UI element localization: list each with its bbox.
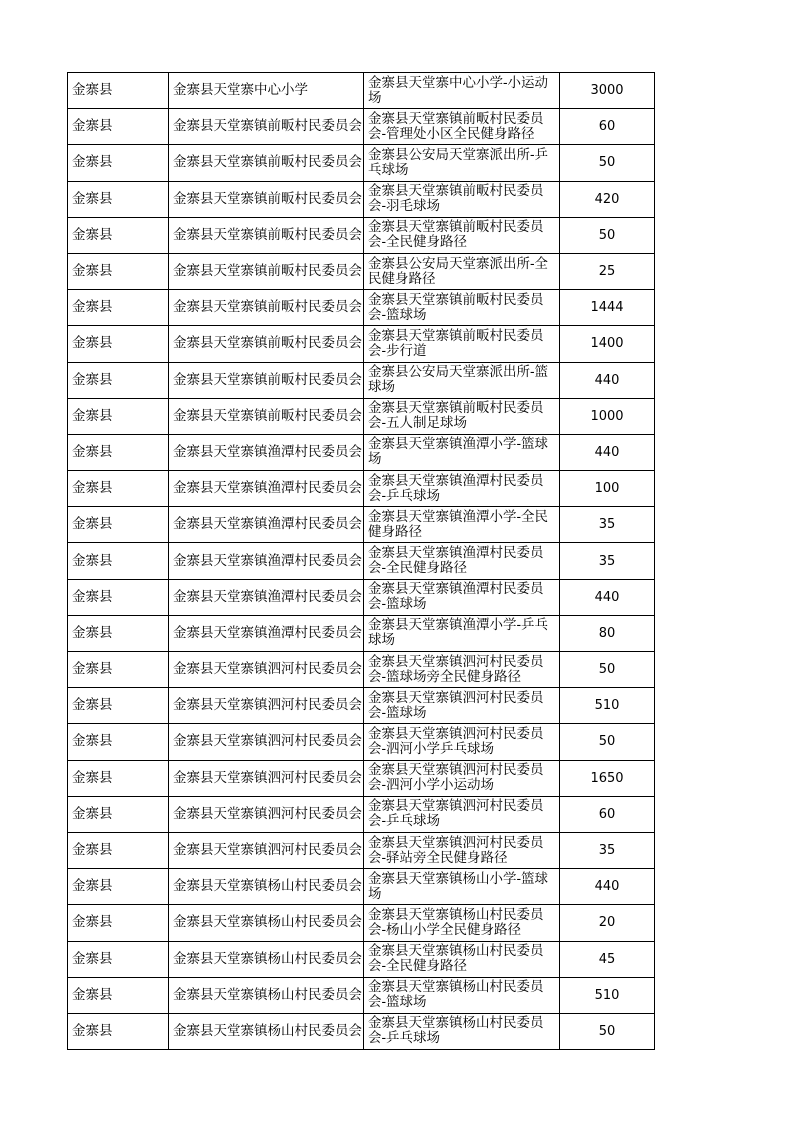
- facility-cell: [364, 471, 560, 507]
- table-row: [68, 1013, 655, 1049]
- table-row: [68, 724, 655, 760]
- county-cell: [68, 941, 169, 977]
- facility-table: [67, 72, 655, 1050]
- unit-cell-text: 金寨县天堂寨镇渔潭村民委员会: [173, 588, 362, 605]
- table-row: [68, 869, 655, 905]
- county-cell-text: 金寨县: [72, 154, 113, 171]
- facility-cell: [364, 109, 560, 145]
- area-cell: [560, 217, 655, 253]
- county-cell-text: 金寨县: [72, 986, 113, 1003]
- unit-cell-text: 金寨县天堂寨镇杨山村民委员会: [173, 1022, 362, 1039]
- county-cell: [68, 905, 169, 941]
- unit-cell-text: 金寨县天堂寨镇渔潭村民委员会: [173, 480, 362, 497]
- county-cell: [68, 507, 169, 543]
- unit-cell: [169, 217, 364, 253]
- area-cell-text: 420: [594, 191, 620, 207]
- area-cell-text: 35: [598, 553, 616, 569]
- area-cell-text: 1444: [590, 300, 624, 316]
- facility-cell: [364, 1013, 560, 1049]
- facility-cell-text: 金寨县天堂寨镇渔潭村民委员会-全民健身路径: [368, 545, 544, 577]
- county-cell-text: 金寨县: [72, 588, 113, 605]
- facility-cell: [364, 688, 560, 724]
- table-row: [68, 579, 655, 615]
- area-cell: [560, 832, 655, 868]
- unit-cell: [169, 253, 364, 289]
- county-cell-text: 金寨县: [72, 407, 113, 424]
- area-cell-text: 25: [598, 264, 616, 280]
- county-cell-text: 金寨县: [72, 878, 113, 895]
- facility-cell-text: 金寨县天堂寨镇前畈村民委员会-五人制足球场: [368, 400, 544, 432]
- table-row: [68, 507, 655, 543]
- area-cell-text: 1400: [590, 336, 624, 352]
- unit-cell: [169, 398, 364, 434]
- county-cell-text: 金寨县: [72, 190, 113, 207]
- unit-cell-text: 金寨县天堂寨镇泗河村民委员会: [173, 805, 362, 822]
- unit-cell-text: 金寨县天堂寨镇渔潭村民委员会: [173, 552, 362, 569]
- county-cell-text: 金寨县: [72, 769, 113, 786]
- table-row: [68, 145, 655, 181]
- area-cell: [560, 941, 655, 977]
- table-row: [68, 434, 655, 470]
- facility-cell-text: 金寨县公安局天堂寨派出所-乒乓球场: [368, 146, 549, 178]
- unit-cell: [169, 1013, 364, 1049]
- county-cell: [68, 652, 169, 688]
- area-cell-text: 1000: [590, 408, 624, 424]
- area-cell: [560, 362, 655, 398]
- county-cell-text: 金寨县: [72, 914, 113, 931]
- facility-cell-text: 金寨县天堂寨镇泗河村民委员会-驿站旁全民健身路径: [368, 834, 544, 866]
- facility-cell-text: 金寨县天堂寨镇杨山村民委员会-全民健身路径: [368, 943, 544, 975]
- unit-cell: [169, 290, 364, 326]
- facility-cell: [364, 543, 560, 579]
- area-cell-text: 440: [594, 372, 620, 388]
- table-row: [68, 941, 655, 977]
- area-cell: [560, 326, 655, 362]
- unit-cell-text: 金寨县天堂寨中心小学: [173, 82, 308, 99]
- county-cell: [68, 724, 169, 760]
- county-cell: [68, 869, 169, 905]
- unit-cell-text: 金寨县天堂寨镇渔潭村民委员会: [173, 516, 362, 533]
- unit-cell: [169, 652, 364, 688]
- unit-cell-text: 金寨县天堂寨镇前畈村民委员会: [173, 335, 362, 352]
- area-cell: [560, 253, 655, 289]
- county-cell-text: 金寨县: [72, 733, 113, 750]
- table-row: [68, 615, 655, 651]
- area-cell-text: 1650: [590, 770, 624, 786]
- facility-cell-text: 金寨县天堂寨镇泗河村民委员会-泗河小学乒乓球场: [368, 725, 544, 757]
- facility-cell-text: 金寨县天堂寨镇渔潭村民委员会-乒乓球场: [368, 472, 544, 504]
- facility-cell-text: 金寨县天堂寨镇渔潭村民委员会-篮球场: [368, 581, 544, 613]
- unit-cell: [169, 362, 364, 398]
- county-cell-text: 金寨县: [72, 661, 113, 678]
- unit-cell-text: 金寨县天堂寨镇杨山村民委员会: [173, 914, 362, 931]
- unit-cell: [169, 977, 364, 1013]
- facility-cell: [364, 398, 560, 434]
- facility-cell: [364, 326, 560, 362]
- facility-cell: [364, 181, 560, 217]
- unit-cell: [169, 832, 364, 868]
- table-row: [68, 109, 655, 145]
- facility-cell: [364, 905, 560, 941]
- county-cell-text: 金寨县: [72, 480, 113, 497]
- facility-cell: [364, 760, 560, 796]
- county-cell: [68, 217, 169, 253]
- table-row: [68, 290, 655, 326]
- area-cell: [560, 905, 655, 941]
- unit-cell: [169, 760, 364, 796]
- unit-cell-text: 金寨县天堂寨镇杨山村民委员会: [173, 878, 362, 895]
- unit-cell-text: 金寨县天堂寨镇前畈村民委员会: [173, 263, 362, 280]
- county-cell: [68, 326, 169, 362]
- area-cell: [560, 869, 655, 905]
- area-cell-text: 50: [598, 1023, 616, 1039]
- county-cell-text: 金寨县: [72, 226, 113, 243]
- county-cell: [68, 290, 169, 326]
- table-row: [68, 543, 655, 579]
- unit-cell-text: 金寨县天堂寨镇前畈村民委员会: [173, 371, 362, 388]
- facility-cell-text: 金寨县天堂寨镇前畈村民委员会-羽毛球场: [368, 183, 544, 215]
- county-cell: [68, 109, 169, 145]
- area-cell: [560, 724, 655, 760]
- area-cell-text: 440: [594, 444, 620, 460]
- area-cell-text: 45: [598, 951, 616, 967]
- facility-cell-text: 金寨县天堂寨中心小学-小运动场: [368, 74, 549, 106]
- area-cell-text: 50: [598, 662, 616, 678]
- area-cell: [560, 434, 655, 470]
- unit-cell-text: 金寨县天堂寨镇前畈村民委员会: [173, 190, 362, 207]
- facility-cell: [364, 434, 560, 470]
- county-cell-text: 金寨县: [72, 624, 113, 641]
- facility-cell-text: 金寨县天堂寨镇前畈村民委员会-步行道: [368, 327, 544, 359]
- area-cell: [560, 1013, 655, 1049]
- area-cell-text: 50: [598, 227, 616, 243]
- area-cell: [560, 579, 655, 615]
- table-row: [68, 362, 655, 398]
- facility-cell-text: 金寨县公安局天堂寨派出所-全民健身路径: [368, 255, 549, 287]
- county-cell: [68, 181, 169, 217]
- unit-cell-text: 金寨县天堂寨镇泗河村民委员会: [173, 842, 362, 859]
- area-cell: [560, 543, 655, 579]
- area-cell: [560, 652, 655, 688]
- table-row: [68, 73, 655, 109]
- county-cell: [68, 796, 169, 832]
- unit-cell-text: 金寨县天堂寨镇前畈村民委员会: [173, 118, 362, 135]
- unit-cell: [169, 905, 364, 941]
- county-cell: [68, 760, 169, 796]
- table-row: [68, 217, 655, 253]
- table-row: [68, 905, 655, 941]
- facility-cell: [364, 145, 560, 181]
- county-cell-text: 金寨县: [72, 1022, 113, 1039]
- county-cell-text: 金寨县: [72, 697, 113, 714]
- facility-cell-text: 金寨县天堂寨镇杨山村民委员会-乒乓球场: [368, 1015, 544, 1047]
- facility-cell-text: 金寨县天堂寨镇前畈村民委员会-全民健身路径: [368, 219, 544, 251]
- unit-cell-text: 金寨县天堂寨镇前畈村民委员会: [173, 226, 362, 243]
- facility-cell: [364, 579, 560, 615]
- unit-cell: [169, 615, 364, 651]
- unit-cell: [169, 145, 364, 181]
- facility-cell: [364, 796, 560, 832]
- county-cell-text: 金寨县: [72, 842, 113, 859]
- county-cell: [68, 398, 169, 434]
- facility-cell-text: 金寨县公安局天堂寨派出所-篮球场: [368, 364, 549, 396]
- unit-cell: [169, 869, 364, 905]
- area-cell-text: 50: [598, 734, 616, 750]
- area-cell-text: 510: [594, 698, 620, 714]
- unit-cell-text: 金寨县天堂寨镇前畈村民委员会: [173, 407, 362, 424]
- area-cell-text: 510: [594, 987, 620, 1003]
- area-cell-text: 100: [594, 481, 620, 497]
- area-cell: [560, 977, 655, 1013]
- facility-cell-text: 金寨县天堂寨镇泗河村民委员会-篮球场: [368, 689, 544, 721]
- county-cell-text: 金寨县: [72, 263, 113, 280]
- facility-cell: [364, 253, 560, 289]
- table-body: [68, 73, 655, 1050]
- area-cell-text: 440: [594, 879, 620, 895]
- facility-cell-text: 金寨县天堂寨镇前畈村民委员会-篮球场: [368, 291, 544, 323]
- county-cell: [68, 688, 169, 724]
- unit-cell: [169, 471, 364, 507]
- facility-cell-text: 金寨县天堂寨镇杨山村民委员会-篮球场: [368, 979, 544, 1011]
- county-cell: [68, 73, 169, 109]
- area-cell: [560, 507, 655, 543]
- area-cell: [560, 398, 655, 434]
- county-cell-text: 金寨县: [72, 82, 113, 99]
- unit-cell: [169, 941, 364, 977]
- unit-cell: [169, 507, 364, 543]
- unit-cell: [169, 796, 364, 832]
- county-cell: [68, 145, 169, 181]
- area-cell: [560, 181, 655, 217]
- area-cell-text: 3000: [590, 83, 624, 99]
- facility-cell-text: 金寨县天堂寨镇渔潭小学-乒乓球场: [368, 617, 549, 649]
- county-cell-text: 金寨县: [72, 443, 113, 460]
- county-cell-text: 金寨县: [72, 371, 113, 388]
- county-cell-text: 金寨县: [72, 299, 113, 316]
- table-row: [68, 652, 655, 688]
- facility-cell-text: 金寨县天堂寨镇杨山村民委员会-杨山小学全民健身路径: [368, 906, 544, 938]
- area-cell-text: 50: [598, 155, 616, 171]
- table-row: [68, 832, 655, 868]
- area-cell-text: 20: [598, 915, 616, 931]
- unit-cell-text: 金寨县天堂寨镇杨山村民委员会: [173, 950, 362, 967]
- facility-cell: [364, 217, 560, 253]
- facility-cell-text: 金寨县天堂寨镇渔潭小学-全民健身路径: [368, 508, 549, 540]
- unit-cell: [169, 688, 364, 724]
- table-row: [68, 688, 655, 724]
- area-cell-text: 35: [598, 517, 616, 533]
- facility-cell: [364, 652, 560, 688]
- county-cell-text: 金寨县: [72, 552, 113, 569]
- table-row: [68, 977, 655, 1013]
- table-row: [68, 326, 655, 362]
- facility-cell: [364, 73, 560, 109]
- unit-cell-text: 金寨县天堂寨镇泗河村民委员会: [173, 769, 362, 786]
- facility-cell: [364, 507, 560, 543]
- facility-cell: [364, 724, 560, 760]
- area-cell: [560, 471, 655, 507]
- county-cell: [68, 543, 169, 579]
- area-cell-text: 60: [598, 119, 616, 135]
- area-cell: [560, 145, 655, 181]
- unit-cell: [169, 724, 364, 760]
- unit-cell-text: 金寨县天堂寨镇渔潭村民委员会: [173, 443, 362, 460]
- unit-cell: [169, 434, 364, 470]
- county-cell-text: 金寨县: [72, 335, 113, 352]
- facility-cell: [364, 362, 560, 398]
- area-cell: [560, 73, 655, 109]
- table-row: [68, 181, 655, 217]
- county-cell: [68, 434, 169, 470]
- facility-cell: [364, 869, 560, 905]
- area-cell: [560, 688, 655, 724]
- facility-cell-text: 金寨县天堂寨镇泗河村民委员会-乒乓球场: [368, 798, 544, 830]
- facility-cell-text: 金寨县天堂寨镇杨山小学-篮球场: [368, 870, 549, 902]
- county-cell: [68, 615, 169, 651]
- table-row: [68, 760, 655, 796]
- area-cell-text: 80: [598, 625, 616, 641]
- unit-cell: [169, 181, 364, 217]
- area-cell: [560, 796, 655, 832]
- county-cell: [68, 977, 169, 1013]
- facility-cell: [364, 977, 560, 1013]
- unit-cell: [169, 543, 364, 579]
- unit-cell-text: 金寨县天堂寨镇杨山村民委员会: [173, 986, 362, 1003]
- county-cell-text: 金寨县: [72, 950, 113, 967]
- facility-cell-text: 金寨县天堂寨镇泗河村民委员会-泗河小学小运动场: [368, 762, 544, 794]
- table-row: [68, 253, 655, 289]
- table-row: [68, 796, 655, 832]
- county-cell: [68, 1013, 169, 1049]
- facility-cell-text: 金寨县天堂寨镇渔潭小学-篮球场: [368, 436, 549, 468]
- county-cell: [68, 471, 169, 507]
- unit-cell: [169, 326, 364, 362]
- area-cell-text: 35: [598, 843, 616, 859]
- county-cell: [68, 362, 169, 398]
- county-cell-text: 金寨县: [72, 805, 113, 822]
- area-cell: [560, 615, 655, 651]
- facility-cell: [364, 615, 560, 651]
- area-cell: [560, 290, 655, 326]
- county-cell: [68, 832, 169, 868]
- county-cell: [68, 253, 169, 289]
- facility-cell: [364, 832, 560, 868]
- unit-cell: [169, 73, 364, 109]
- unit-cell-text: 金寨县天堂寨镇前畈村民委员会: [173, 299, 362, 316]
- county-cell: [68, 579, 169, 615]
- table-row: [68, 471, 655, 507]
- table-row: [68, 398, 655, 434]
- facility-cell: [364, 290, 560, 326]
- facility-cell-text: 金寨县天堂寨镇前畈村民委员会-管理处小区全民健身路径: [368, 110, 544, 142]
- area-cell: [560, 109, 655, 145]
- unit-cell-text: 金寨县天堂寨镇前畈村民委员会: [173, 154, 362, 171]
- unit-cell: [169, 109, 364, 145]
- unit-cell-text: 金寨县天堂寨镇泗河村民委员会: [173, 697, 362, 714]
- county-cell-text: 金寨县: [72, 118, 113, 135]
- area-cell-text: 440: [594, 589, 620, 605]
- unit-cell-text: 金寨县天堂寨镇泗河村民委员会: [173, 661, 362, 678]
- facility-cell: [364, 941, 560, 977]
- unit-cell: [169, 579, 364, 615]
- facility-cell-text: 金寨县天堂寨镇泗河村民委员会-篮球场旁全民健身路径: [368, 653, 544, 685]
- area-cell-text: 60: [598, 806, 616, 822]
- county-cell-text: 金寨县: [72, 516, 113, 533]
- unit-cell-text: 金寨县天堂寨镇泗河村民委员会: [173, 733, 362, 750]
- unit-cell-text: 金寨县天堂寨镇渔潭村民委员会: [173, 624, 362, 641]
- area-cell: [560, 760, 655, 796]
